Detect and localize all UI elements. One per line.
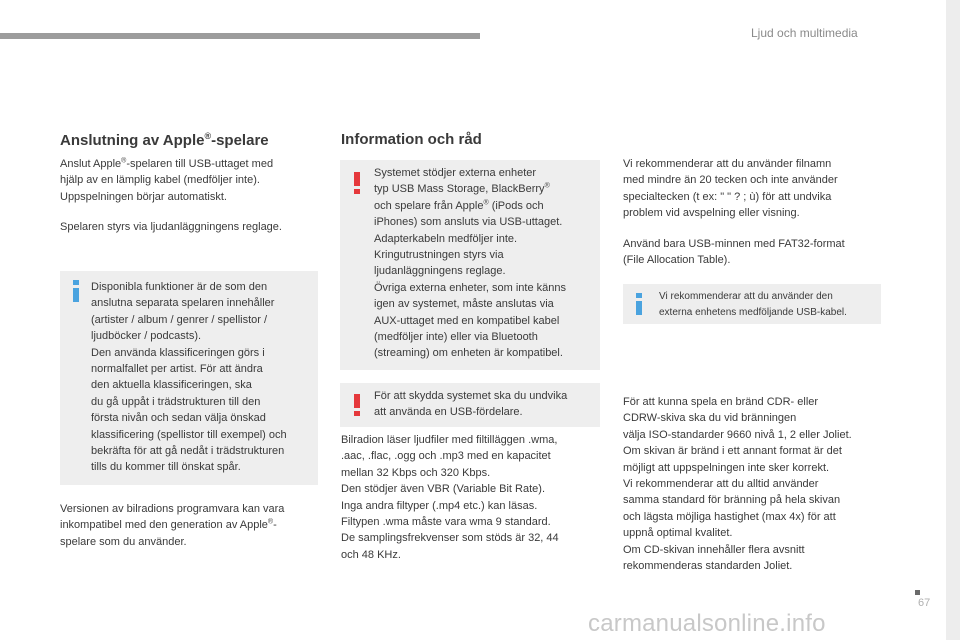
middle-paragraph-formats: Bilradion läser ljudfiler med filtilläggen .wma, .aac, .flac, .ogg och .mp3 med en kapacitet mellan 32 Kbps och 320 Kbps. Den stödjer även VBR (Variable Bit Rate). Inga andra filtyper (.mp4 etc.) kan läsas. Filtypen .wma måste vara wma 9 standard. De samplingsfrekvenser som stöds är 32, 44 och 48 KHz. — [341, 434, 559, 561]
page-edge-strip — [946, 0, 960, 640]
watermark: carmanualsonline.info — [588, 610, 826, 637]
left-paragraph-connect: Anslut Apple®-spelaren till USB-uttaget med hjälp av en lämplig kabel (medföljer inte). Uppspelningen börjar automatiskt. — [60, 157, 274, 203]
info-icon — [73, 280, 79, 302]
warning-box-devices — [340, 160, 600, 370]
right-info-text: Vi rekommenderar att du använder den externa enhetens medföljande USB-kabel. — [659, 291, 847, 318]
page-number: 67 — [918, 597, 931, 609]
left-info-box — [60, 271, 318, 485]
header-bar — [0, 33, 480, 39]
warning-box-usb-hub — [340, 383, 600, 427]
right-info-box — [623, 284, 881, 324]
left-paragraph-version: Versionen av bilradions programvara kan vara inkompatibel med den generation av Apple®- spelare som du använder. — [60, 503, 285, 548]
middle-heading: Information och råd — [341, 131, 482, 148]
right-paragraph-filenames: Vi rekommenderar att du använder filnamn med mindre än 20 tecken och inte använder specialtecken (t ex: " " ? ; ù) för att undvika problem vid avspelning eller visning. — [623, 158, 838, 220]
left-info-text: Disponibla funktioner är de som den anslutna separata spelaren innehåller (artister / album / genrer / spellistor / ljudböcker / podcasts). Den använda klassificeringen görs i normalfallet per artist. För att ändra den aktuella klassificeringen, ska du gå uppåt i trädstrukturen till den första nivån och sedan välja önskad klassificering (spellistor till exempel) och bekräfta för att gå nedåt i trädstrukturen tills du kommer till önskat spår. — [91, 281, 287, 474]
right-paragraph-fat32: Använd bara USB-minnen med FAT32-format (File Allocation Table). — [623, 238, 845, 267]
section-title: Ljud och multimedia — [751, 26, 858, 40]
left-paragraph-control: Spelaren styrs via ljudanläggningens reglage. — [60, 221, 282, 233]
warning-icon — [354, 394, 360, 416]
info-icon — [636, 293, 642, 315]
left-heading: Anslutning av Apple®-spelare — [60, 131, 269, 149]
warning-devices-text: Systemet stödjer externa enheter typ USB Mass Storage, BlackBerry® och spelare från Apple® (iPods och iPhones) som ansluts via USB-uttaget. Adapterkabeln medföljer inte. Kringutrustningen styrs via ljudanläggningens reglage. Övriga externa enheter, som inte känns igen av systemet, måste anslutas via AUX-uttaget med en kompatibel kabel (medföljer inte) eller via Bluetooth (streaming) om enheten är kompatibel. — [374, 167, 566, 360]
page-marker — [915, 590, 920, 595]
warning-icon — [354, 172, 360, 194]
right-paragraph-cd: För att kunna spela en bränd CDR- eller CDRW-skiva ska du vid bränningen välja ISO-standarder 9660 nivå 1, 2 eller Joliet. Om skivan är bränd i ett annant format är det möjligt att uppspelningen inte sker korrekt. Vi rekommenderar att du alltid använder samma standard för bränning på hela skivan och lägsta möjliga hastighet (max 4x) för att uppnå optimal kvalitet. Om CD-skivan innehåller flera avsnitt rekommenderas standarden Joliet. — [623, 396, 852, 573]
warning-usb-hub-text: För att skydda systemet ska du undvika att använda en USB-fördelare. — [374, 390, 568, 419]
